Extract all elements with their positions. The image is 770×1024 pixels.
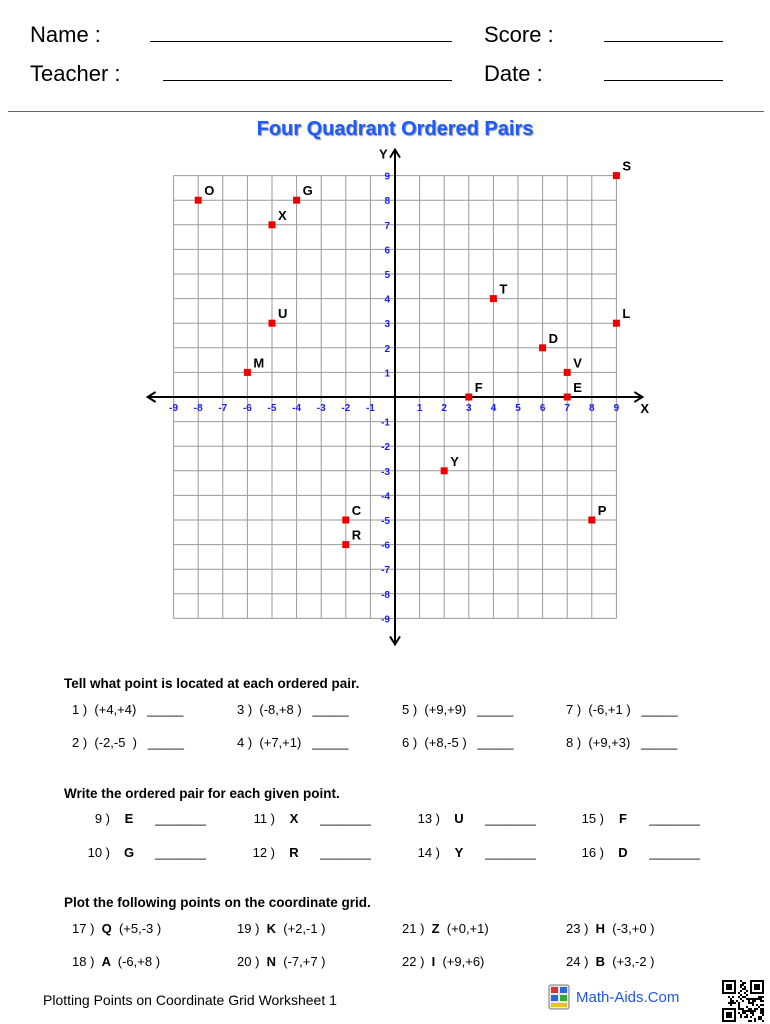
- point-letter: R: [289, 845, 299, 860]
- point-marker[interactable]: [613, 320, 620, 327]
- question-content: [402, 811, 536, 826]
- y-tick-label: -5: [381, 516, 390, 527]
- point-marker[interactable]: [342, 517, 349, 524]
- point-marker[interactable]: [613, 172, 620, 179]
- question-content: [72, 811, 206, 826]
- question-content: [566, 921, 655, 936]
- section2-question[interactable]: [72, 811, 206, 826]
- y-tick-label: 9: [384, 171, 390, 183]
- answer-blank[interactable]: _______: [485, 845, 536, 860]
- question-number: 18 ): [72, 954, 102, 969]
- section3-question[interactable]: [566, 921, 655, 936]
- y-tick-label: -2: [381, 442, 390, 454]
- qr-code-icon: [722, 980, 764, 1022]
- point-label: M: [253, 355, 265, 371]
- section3-question[interactable]: [72, 921, 161, 936]
- point-letter: K: [266, 921, 284, 936]
- section3-question[interactable]: [237, 954, 326, 969]
- point-marker[interactable]: [539, 344, 546, 351]
- x-tick-label: -5: [267, 403, 277, 414]
- question-content: [72, 845, 206, 860]
- question-number: 23 ): [566, 921, 596, 936]
- point-letter: D: [618, 845, 628, 860]
- score-label: Score :: [484, 22, 554, 47]
- point-marker[interactable]: [564, 369, 571, 376]
- section1-question[interactable]: [566, 702, 678, 717]
- y-tick-label: 3: [384, 319, 390, 331]
- y-tick-label: -1: [381, 417, 390, 429]
- point-label: V: [573, 355, 582, 371]
- question-text: 1 ) (+4,+4) _____: [72, 702, 184, 717]
- point-label: L: [622, 306, 631, 322]
- point-letter: Y: [454, 845, 464, 860]
- section1-question[interactable]: [237, 735, 348, 750]
- point-letter: G: [123, 845, 135, 860]
- answer-blank[interactable]: _______: [485, 811, 536, 826]
- y-tick-label: 5: [384, 270, 390, 281]
- question-number: 17 ): [72, 921, 102, 936]
- section1-question[interactable]: [402, 735, 514, 750]
- point-marker[interactable]: [269, 320, 276, 327]
- answer-blank[interactable]: _______: [155, 845, 206, 860]
- question-content: [237, 921, 326, 936]
- worksheet-title: Four Quadrant Ordered Pairs: [256, 118, 534, 140]
- date-label: Date :: [484, 61, 543, 86]
- brand-link[interactable]: [548, 984, 679, 1010]
- point-marker[interactable]: [465, 394, 472, 401]
- point-label: P: [597, 503, 607, 518]
- section1-heading: Tell what point is located at each ordered pair.: [64, 676, 360, 691]
- y-tick-label: 1: [384, 368, 390, 380]
- ordered-pair: (-7,+7 ): [283, 954, 326, 969]
- point-marker[interactable]: [441, 467, 448, 474]
- point-letter: E: [124, 811, 134, 826]
- answer-blank[interactable]: _______: [649, 811, 700, 826]
- question-number: 14 ): [417, 845, 440, 860]
- question-number: 9 ): [94, 811, 110, 826]
- point-label: C: [351, 503, 362, 518]
- x-tick-label: -8: [193, 403, 203, 414]
- question-text: 2 ) (-2,-5 ) _____: [72, 735, 184, 750]
- ordered-pair: (+9,+6): [442, 954, 485, 969]
- x-tick-label: 4: [490, 403, 497, 414]
- point-letter: X: [289, 811, 299, 826]
- point-marker[interactable]: [293, 197, 300, 204]
- name-label: Name :: [30, 22, 101, 47]
- x-tick-label: 5: [515, 403, 521, 414]
- point-label: U: [278, 306, 288, 322]
- point-label: G: [302, 183, 313, 199]
- x-tick-label: -7: [218, 403, 228, 414]
- question-text: 6 ) (+8,-5 ) _____: [402, 735, 514, 750]
- y-tick-label: 8: [384, 196, 390, 208]
- answer-blank[interactable]: _______: [155, 811, 206, 826]
- y-tick-label: -6: [381, 540, 390, 552]
- point-marker[interactable]: [490, 295, 497, 302]
- x-tick-label: 9: [613, 403, 620, 414]
- point-marker[interactable]: [588, 517, 595, 524]
- point-marker[interactable]: [342, 541, 349, 548]
- point-label: O: [204, 183, 215, 199]
- section2-heading: Write the ordered pair for each given point.: [64, 786, 340, 801]
- section2-question[interactable]: [237, 811, 371, 826]
- point-letter: N: [266, 954, 284, 969]
- brand-name: Math-Aids.Com: [576, 988, 680, 1006]
- y-tick-label: 4: [384, 294, 390, 306]
- section2-question[interactable]: [402, 811, 536, 826]
- point-label: R: [351, 527, 362, 543]
- question-number: 21 ): [402, 921, 432, 936]
- point-letter: F: [619, 811, 627, 826]
- question-number: 22 ): [402, 954, 432, 969]
- x-tick-label: 3: [466, 403, 472, 414]
- section3-question[interactable]: [566, 954, 655, 969]
- point-letter: A: [101, 954, 118, 969]
- x-tick-label: 7: [564, 403, 570, 414]
- point-marker[interactable]: [564, 394, 571, 401]
- point-letter: B: [595, 954, 613, 969]
- calculator-icon: [548, 984, 570, 1010]
- point-letter: Z: [431, 921, 447, 936]
- point-marker[interactable]: [244, 369, 251, 376]
- answer-blank[interactable]: _______: [320, 845, 371, 860]
- section1-question[interactable]: [566, 735, 677, 750]
- section2-question[interactable]: [72, 845, 206, 860]
- question-text: 4 ) (+7,+1) _____: [237, 735, 349, 750]
- section3-question[interactable]: [237, 921, 326, 936]
- section1-question[interactable]: [72, 735, 184, 750]
- y-tick-label: -4: [381, 491, 390, 503]
- section3-question[interactable]: [72, 954, 160, 969]
- answer-blank[interactable]: _______: [649, 845, 700, 860]
- section2-question[interactable]: [566, 811, 700, 826]
- question-content: [237, 811, 371, 826]
- question-content: [402, 845, 536, 860]
- question-content: [237, 845, 371, 860]
- section3-question[interactable]: [402, 954, 484, 969]
- question-content: [402, 954, 484, 969]
- question-content: [566, 954, 655, 969]
- y-tick-label: -3: [381, 466, 390, 478]
- ordered-pair: (+2,-1 ): [283, 921, 326, 936]
- point-letter: I: [431, 954, 443, 969]
- question-number: 24 ): [566, 954, 596, 969]
- point-letter: H: [595, 921, 613, 936]
- point-letter: Q: [101, 921, 119, 936]
- point-label: F: [474, 380, 483, 395]
- y-tick-label: -8: [381, 589, 390, 601]
- question-number: 15 ): [581, 811, 604, 826]
- x-tick-label: -6: [242, 403, 252, 414]
- y-tick-label: -9: [381, 614, 390, 626]
- point-marker[interactable]: [195, 197, 202, 204]
- x-tick-label: 2: [441, 403, 447, 414]
- question-number: 11 ): [253, 811, 275, 826]
- teacher-label: Teacher :: [30, 61, 121, 86]
- question-text: 7 ) (-6,+1 ) _____: [566, 702, 678, 717]
- question-content: [72, 954, 160, 969]
- question-content: [72, 921, 161, 936]
- x-tick-label: -1: [365, 403, 375, 414]
- point-marker[interactable]: [269, 221, 276, 228]
- point-label: T: [499, 281, 508, 297]
- question-text: 5 ) (+9,+9) _____: [402, 702, 514, 717]
- y-tick-label: 7: [384, 220, 390, 232]
- question-number: 12 ): [252, 845, 275, 860]
- question-number: 10 ): [87, 845, 110, 860]
- point-label: Y: [450, 453, 459, 469]
- x-tick-label: 6: [539, 403, 546, 414]
- question-number: 13 ): [417, 811, 440, 826]
- y-tick-label: -7: [381, 565, 390, 577]
- point-label: D: [548, 330, 558, 346]
- y-tick-label: 2: [384, 343, 390, 355]
- question-number: 20 ): [237, 954, 267, 969]
- question-content: [237, 954, 326, 969]
- ordered-pair: (+5,-3 ): [118, 921, 162, 936]
- section3-question[interactable]: [402, 921, 489, 936]
- question-number: 19 ): [237, 921, 267, 936]
- ordered-pair: (-6,+8 ): [117, 954, 161, 969]
- point-label: S: [622, 158, 632, 174]
- x-tick-label: -2: [341, 403, 351, 414]
- point-letter: U: [454, 811, 464, 826]
- x-tick-label: -9: [169, 403, 179, 414]
- question-number: 16 ): [581, 845, 604, 860]
- point-label: E: [573, 380, 582, 395]
- y-axis-label: Y: [379, 146, 388, 162]
- section3-heading: Plot the following points on the coordinate grid.: [64, 895, 371, 910]
- footer-worksheet-title: Plotting Points on Coordinate Grid Worksheet 1: [43, 992, 337, 1008]
- question-text: 8 ) (+9,+3) _____: [566, 735, 678, 750]
- question-content: [566, 811, 700, 826]
- point-label: X: [278, 207, 287, 223]
- answer-blank[interactable]: _______: [320, 811, 371, 826]
- section1-question[interactable]: [72, 702, 183, 717]
- section2-question[interactable]: [237, 845, 371, 860]
- x-axis-label: X: [640, 401, 650, 416]
- x-tick-label: 1: [416, 403, 423, 414]
- ordered-pair: (+0,+1): [446, 921, 489, 936]
- ordered-pair: (+3,-2 ): [612, 954, 655, 969]
- section2-question[interactable]: [402, 845, 536, 860]
- question-content: [566, 845, 700, 860]
- x-tick-label: 8: [589, 403, 595, 414]
- x-tick-label: -3: [316, 403, 326, 414]
- section1-question[interactable]: [237, 702, 349, 717]
- x-tick-label: -4: [292, 403, 302, 414]
- question-content: [402, 921, 489, 936]
- section1-question[interactable]: [402, 702, 513, 717]
- y-tick-label: 6: [384, 245, 390, 257]
- ordered-pair: (-3,+0 ): [612, 921, 655, 936]
- section2-question[interactable]: [566, 845, 700, 860]
- question-text: 3 ) (-8,+8 ) _____: [237, 702, 349, 717]
